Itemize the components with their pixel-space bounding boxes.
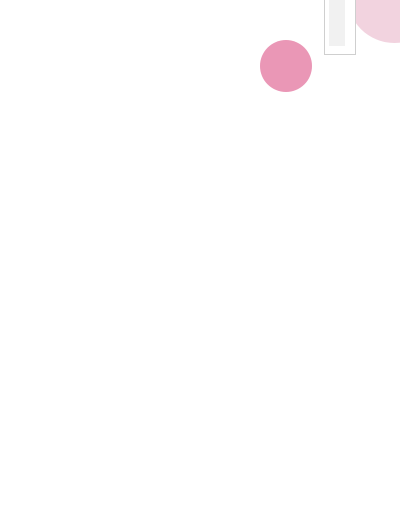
decorative-circle-pink bbox=[260, 40, 312, 92]
decorative-frame-inner bbox=[329, 0, 345, 46]
